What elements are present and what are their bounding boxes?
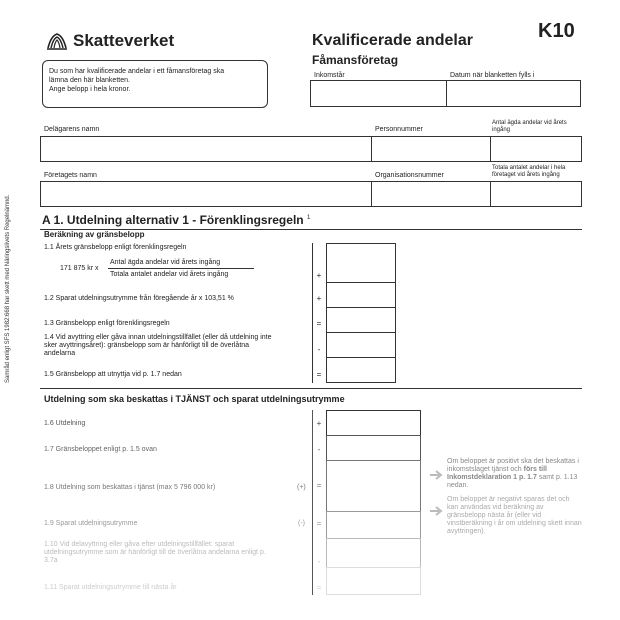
a1-sign-column — [312, 243, 313, 383]
section-tjanst-top-rule — [40, 388, 582, 389]
intro-line-3: Ange belopp i hela kronor. — [49, 86, 131, 93]
arrow-negative-icon — [430, 506, 444, 516]
intro-line-1: Du som har kvalificerade andelar i ett fåmansföretag ska — [49, 68, 225, 75]
row-1-5-label: 1.5 Gränsbelopp att utnyttja vid p. 1.7 nedan — [44, 371, 182, 378]
row-1-1-amount-field[interactable] — [326, 243, 396, 283]
row-1-9-marker: (-) — [298, 520, 305, 527]
row-1-4-amount-field[interactable] — [326, 332, 396, 358]
row-1-8-label: 1.8 Utdelning som beskattas i tjänst (max 5 796 000 kr) — [44, 484, 216, 491]
row-1-1-sign: + — [316, 271, 322, 280]
side-legal-text: Samråd enligt SFS 1982:668 har skett med Näringslivets Regelnämnd. — [5, 194, 11, 383]
row-1-7-sign: - — [317, 445, 321, 454]
shares-owned-field[interactable] — [490, 136, 582, 162]
row-1-2-label: 1.2 Sparat utdelningsutrymme från föregående år x 103,51 % — [44, 295, 234, 302]
row-1-10-amount-field[interactable] — [326, 538, 421, 568]
section-a1-title: A 1. Utdelning alternativ 1 - Förenklingsregeln — [42, 213, 304, 227]
row-1-11-label: 1.11 Sparat utdelningsutrymme till nästa år — [44, 584, 177, 591]
date-field[interactable] — [446, 80, 581, 107]
row-1-2-sign: + — [316, 294, 322, 303]
org-number-label: Organisationsnummer — [375, 172, 444, 179]
company-name-label: Företagets namn — [44, 172, 97, 179]
row-1-11-sign: = — [316, 583, 322, 592]
income-year-field[interactable] — [310, 80, 447, 107]
personal-number-label: Personnummer — [375, 126, 423, 133]
row-1-2-amount-field[interactable] — [326, 282, 396, 308]
row-1-3-label: 1.3 Gränsbelopp enligt förenklingsregeln — [44, 320, 170, 327]
row-1-7-label: 1.7 Gränsbeloppet enligt p. 1.5 ovan — [44, 446, 157, 453]
row-1-9-label: 1.9 Sparat utdelningsutrymme — [44, 520, 138, 527]
owner-name-label: Delägarens namn — [44, 126, 100, 133]
row-1-8-amount-field[interactable] — [326, 460, 421, 512]
form-code: K10 — [538, 20, 575, 42]
note-positive-bold: förs till Inkomstdeklaration 1 p. 1.7 — [447, 466, 547, 481]
logo-text: Skatteverket — [73, 31, 175, 50]
row-1-8-marker: (+) — [297, 484, 306, 491]
section-a1-footnote: 1 — [306, 215, 311, 221]
row-1-9-sign: = — [316, 519, 322, 528]
note-positive — [447, 458, 582, 490]
page-title: Kvalificerade andelar — [312, 32, 473, 49]
row-1-9-amount-field[interactable] — [326, 511, 421, 539]
row-1-1-numerator: Antal ägda andelar vid årets ingång — [110, 259, 221, 266]
row-1-3-sign: = — [316, 319, 322, 328]
row-1-7-amount-field[interactable] — [326, 435, 421, 461]
fraction-line — [108, 268, 254, 269]
row-1-1-denominator: Totala antalet andelar vid årets ingång — [110, 271, 229, 278]
row-1-10-label: 1.10 Vid delavyttring eller gåva efter utdelningstillfället: sparat utdelningsutrymme som är hänförligt till de överlåtna andelarna enligt p. 3.7a — [44, 541, 266, 564]
total-shares-field[interactable] — [490, 181, 582, 207]
row-1-6-label: 1.6 Utdelning — [44, 420, 86, 427]
personal-number-field[interactable] — [371, 136, 491, 162]
shares-owned-label: Antal ägda andelar vid årets ingång — [492, 120, 567, 133]
section-a1-heading — [42, 213, 310, 227]
note-positive-end: samt p. 1.13 nedan. — [447, 474, 578, 489]
row-1-8-sign: = — [316, 481, 322, 490]
row-1-4-label: 1.4 Vid avyttring eller gåva innan utdelningstillfället (eller då utdelning inte sker avyttringsåret): gränsbelopp som är hänförligt till de överlåtna andelarna — [44, 334, 272, 357]
page-subtitle: Fåmansföretag — [312, 53, 399, 67]
row-1-11-amount-field[interactable] — [326, 567, 421, 595]
intro-line-2: lämna den här blanketten. — [49, 77, 130, 84]
company-name-field[interactable] — [40, 181, 372, 207]
section-tjanst-heading: Utdelning som ska beskattas i TJÄNST och sparat utdelningsutrymme — [44, 394, 345, 404]
skatteverket-logo — [45, 30, 185, 54]
owner-name-field[interactable] — [40, 136, 372, 162]
arrow-positive-icon — [430, 470, 444, 480]
section-a1-subheading: Beräkning av gränsbelopp — [44, 230, 145, 239]
row-1-3-amount-field[interactable] — [326, 307, 396, 333]
income-year-label: Inkomstår — [314, 72, 345, 79]
row-1-4-sign: - — [317, 345, 321, 354]
row-1-6-amount-field[interactable] — [326, 410, 421, 436]
total-shares-label: Totala antalet andelar i hela företaget vid årets ingång — [492, 165, 566, 178]
logo-crown-icon — [45, 30, 69, 52]
row-1-1-label: 1.1 Årets gränsbelopp enligt förenklingsregeln — [44, 244, 187, 251]
row-1-10-sign: - — [317, 557, 321, 566]
intro-box — [42, 60, 268, 108]
row-1-1-amount: 171 875 kr x — [60, 265, 99, 272]
note-negative: Om beloppet är negativt sparas det och kan användas vid beräkning av gränsbelopp nästa år (eller vid vinstberäkning i år om utdelning skett innan avyttringen). — [447, 496, 582, 535]
row-1-5-amount-field[interactable] — [326, 357, 396, 383]
row-1-5-sign: = — [316, 370, 322, 379]
date-label: Datum när blanketten fylls i — [450, 72, 535, 79]
row-1-6-sign: + — [316, 419, 322, 428]
org-number-field[interactable] — [371, 181, 491, 207]
note-positive-text: Om beloppet är positivt ska det beskattas i inkomstslaget tjänst och — [447, 458, 579, 473]
